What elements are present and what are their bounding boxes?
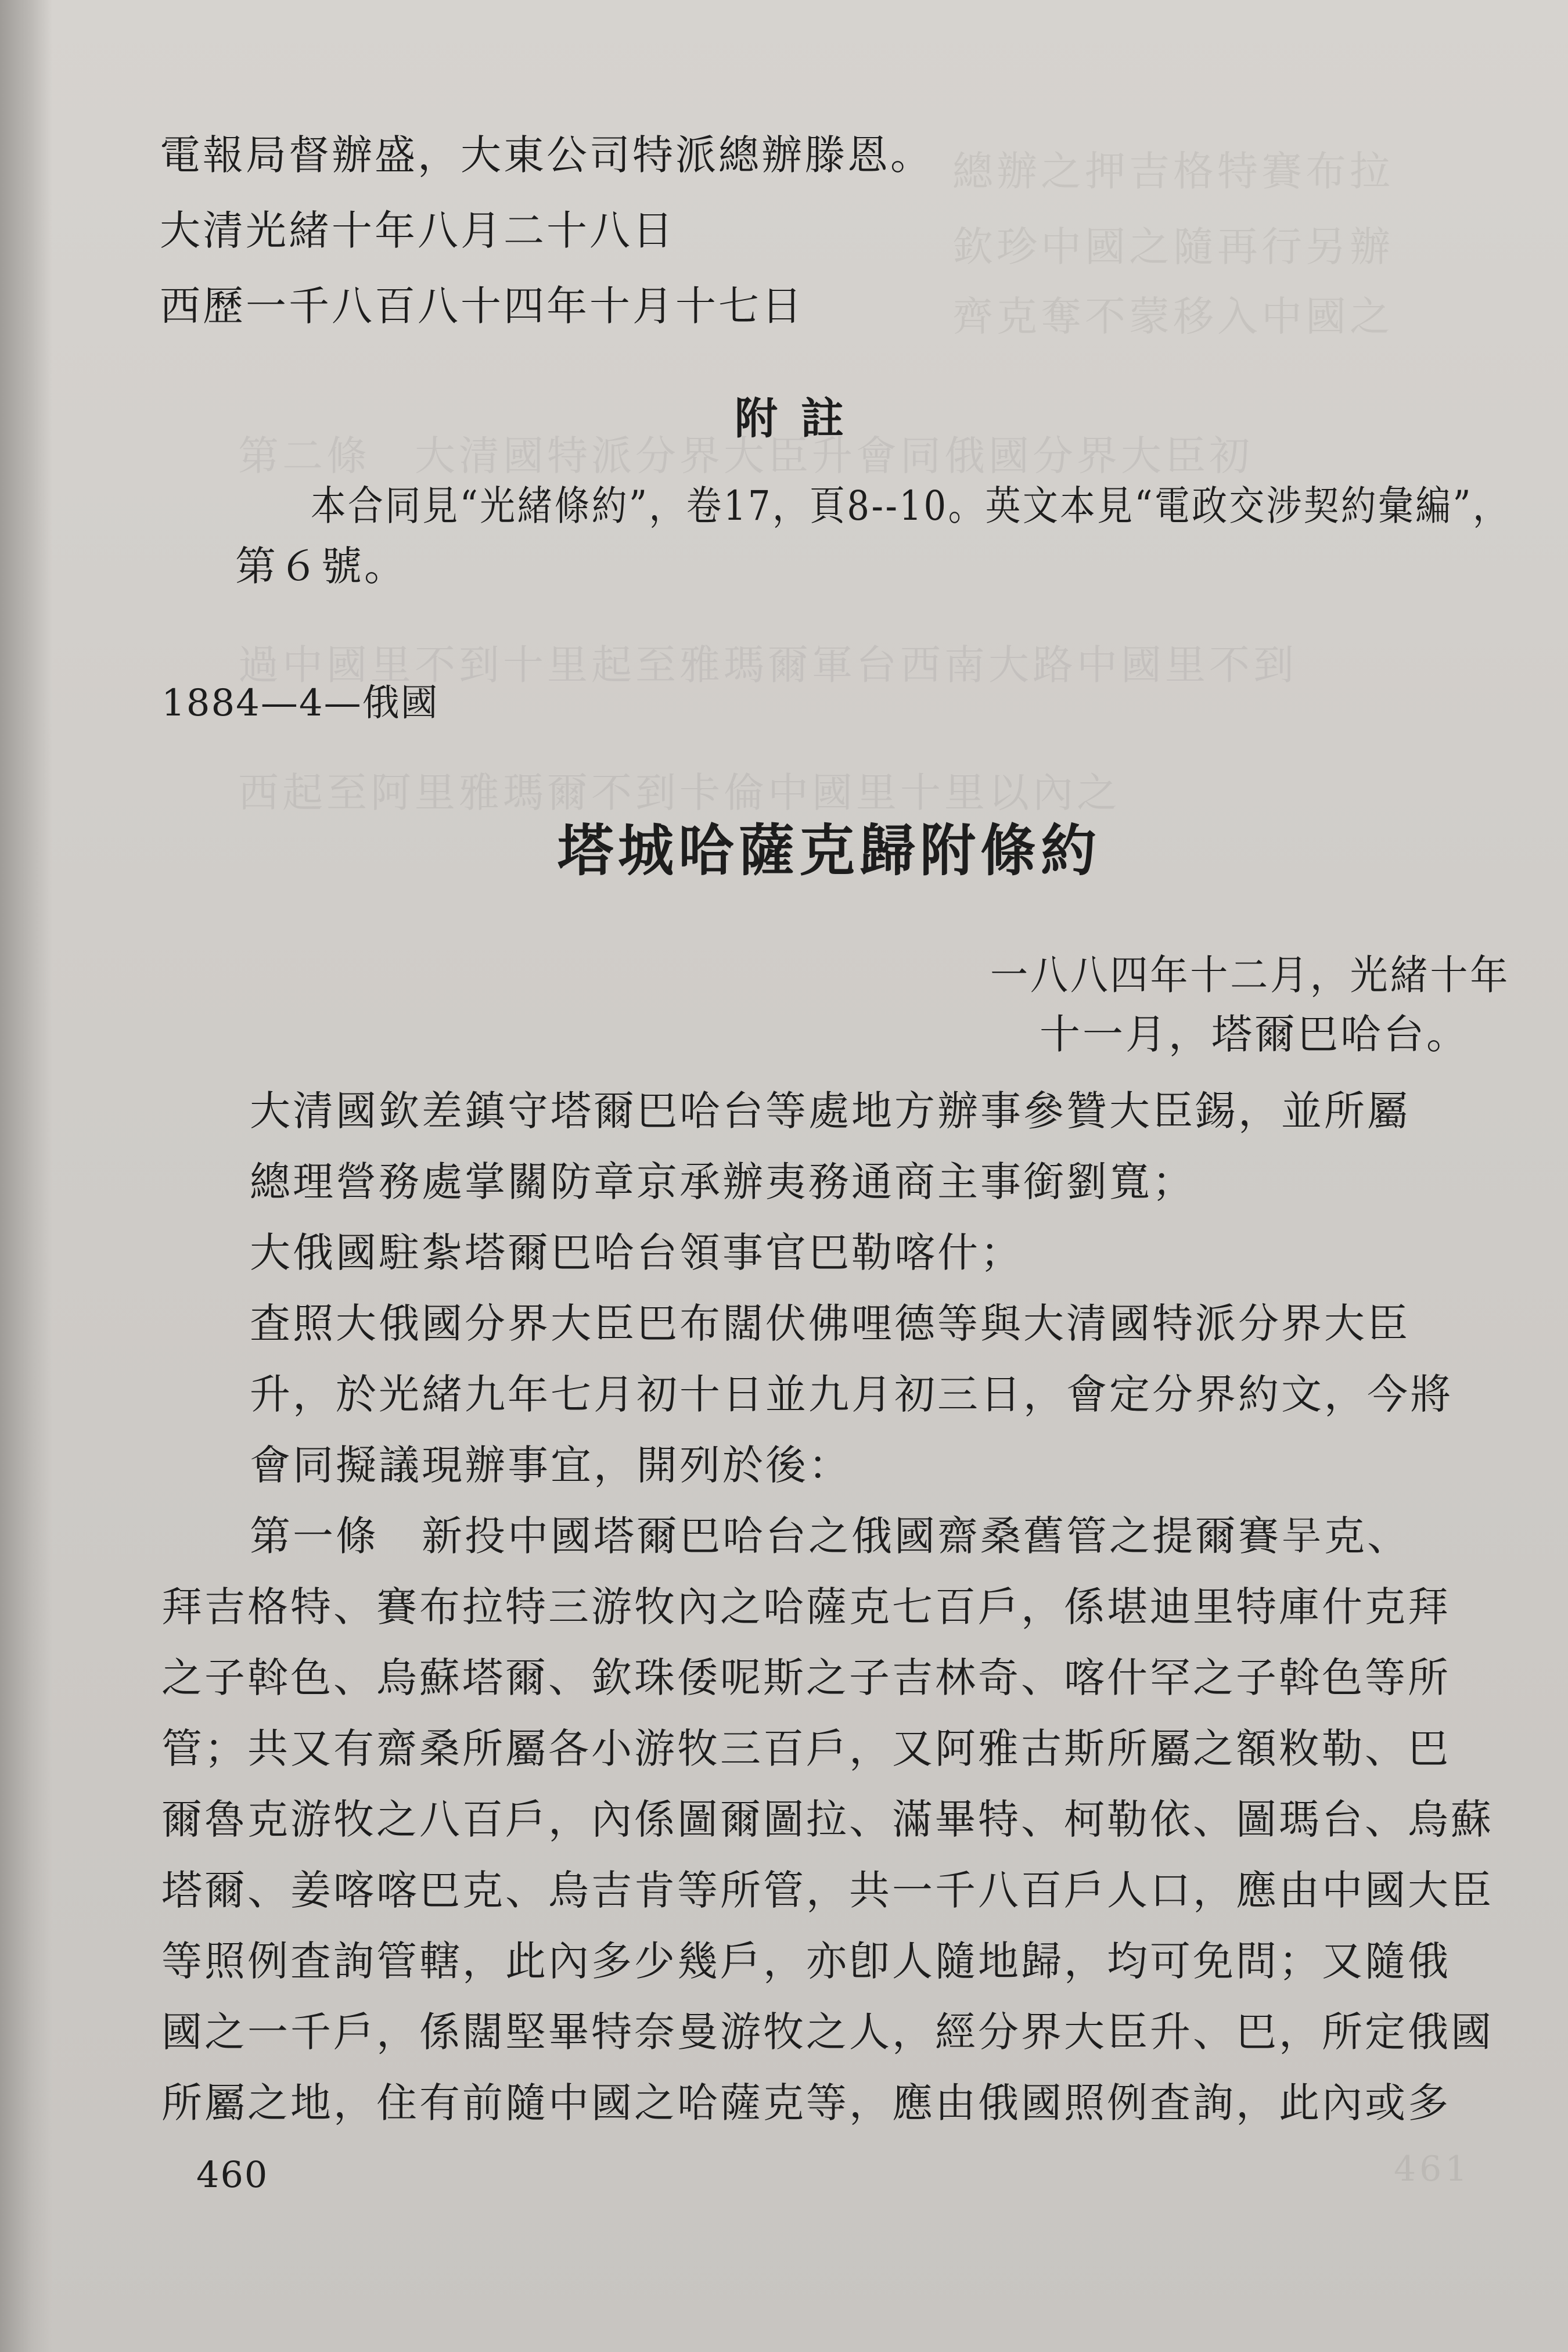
page-number: 460 [196, 2153, 269, 2196]
show-through-text: 欽珍中國之隨再行另辦 [952, 223, 1394, 271]
treaty-body-line: 總理營務處掌關防章京承辦夷務通商主事銜劉寬； [250, 1158, 1195, 1206]
date-qing: 大清光緒十年八月二十八日 [160, 207, 675, 254]
article-1-first-line: 第一條 新投中國塔爾巴哈台之俄國齋桑舊管之提爾賽𠯊克、 [250, 1512, 1410, 1560]
treaty-body-line: 爾魯克游牧之八百戶，內係圖爾圖拉、滿畢特、柯勒依、圖瑪台、烏蘇 [161, 1796, 1494, 1843]
treaty-body-line: 大清國欽差鎮守塔爾巴哈台等處地方辦事參贊大臣錫，並所屬 [250, 1087, 1410, 1135]
date-western: 西歷一千八百八十四年十月十七日 [160, 282, 804, 330]
treaty-date-line-1: 一八八四年十二月，光緒十年 [990, 951, 1511, 999]
treaty-body-line: 升，於光緒九年七月初十日並九月初三日，會定分界約文，今將 [250, 1371, 1453, 1418]
treaty-body-line: 之子斡色、烏蘇塔爾、欽珠倭呢斯之子吉林奇、喀什罕之子斡色等所 [161, 1654, 1451, 1702]
note-heading: 附註 [735, 394, 867, 444]
treaty-body-line: 管；共又有齋桑所屬各小游牧三百戶，又阿雅古斯所屬之額敉勒、巴 [161, 1725, 1451, 1772]
note-line-1: 本合同見“光緒條約”，卷17，頁8--10。英文本見“電政交涉契約彙編”， [311, 482, 1511, 530]
treaty-body-line: 國之一千戶，係闊堅畢特奈曼游牧之人，經分界大臣升、巴，所定俄國 [161, 2008, 1494, 2056]
treaty-code: 1884—4—俄國 [161, 682, 439, 725]
show-through-text: 過中國里不到十里起至雅瑪爾軍台西南大路中國里不到 [238, 641, 1297, 689]
treaty-title: 塔城哈薩克歸附條約 [558, 818, 1101, 883]
page-edge-shadow [0, 0, 52, 2352]
show-through-text: 總辦之押吉格特賽布拉 [952, 148, 1394, 195]
show-through-page-number: 461 [1394, 2149, 1471, 2189]
treaty-body-line: 會同擬議現辦事宜，開列於後： [250, 1441, 851, 1489]
treaty-body-line: 等照例査詢管轄，此內多少幾戶，亦卽人隨地歸，均可免問；又隨俄 [161, 1937, 1451, 1985]
treaty-body-line: 大俄國駐紮塔爾巴哈台領事官巴勒喀什； [250, 1229, 1023, 1276]
show-through-text: 齊克奪不蒙移入中國之 [952, 293, 1394, 340]
note-line-2: 第６號。 [235, 542, 407, 590]
signatories-line: 電報局督辦盛，大東公司特派總辦滕恩。 [160, 131, 933, 179]
show-through-text: 西起至阿里雅瑪爾不到卡倫中國里十里以內之 [238, 769, 1121, 817]
treaty-body-line: 塔爾、姜喀喀巴克、烏吉肯等所管，共一千八百戶人口，應由中國大臣 [161, 1867, 1494, 1914]
treaty-date-line-2: 十一月，塔爾巴哈台。 [1040, 1010, 1469, 1058]
treaty-body-line: 査照大俄國分界大臣巴布闊伏佛哩德等與大清國特派分界大臣 [250, 1300, 1410, 1347]
treaty-body-line: 拜吉格特、賽布拉特三游牧內之哈薩克七百戶，係堪迪里特庫什克拜 [161, 1583, 1451, 1631]
show-through-text: 第二條 大清國特派分界大臣升會同俄國分界大臣初 [238, 432, 1253, 480]
treaty-body-line: 所屬之地，住有前隨中國之哈薩克等，應由俄國照例査詢，此內或多 [161, 2079, 1451, 2127]
